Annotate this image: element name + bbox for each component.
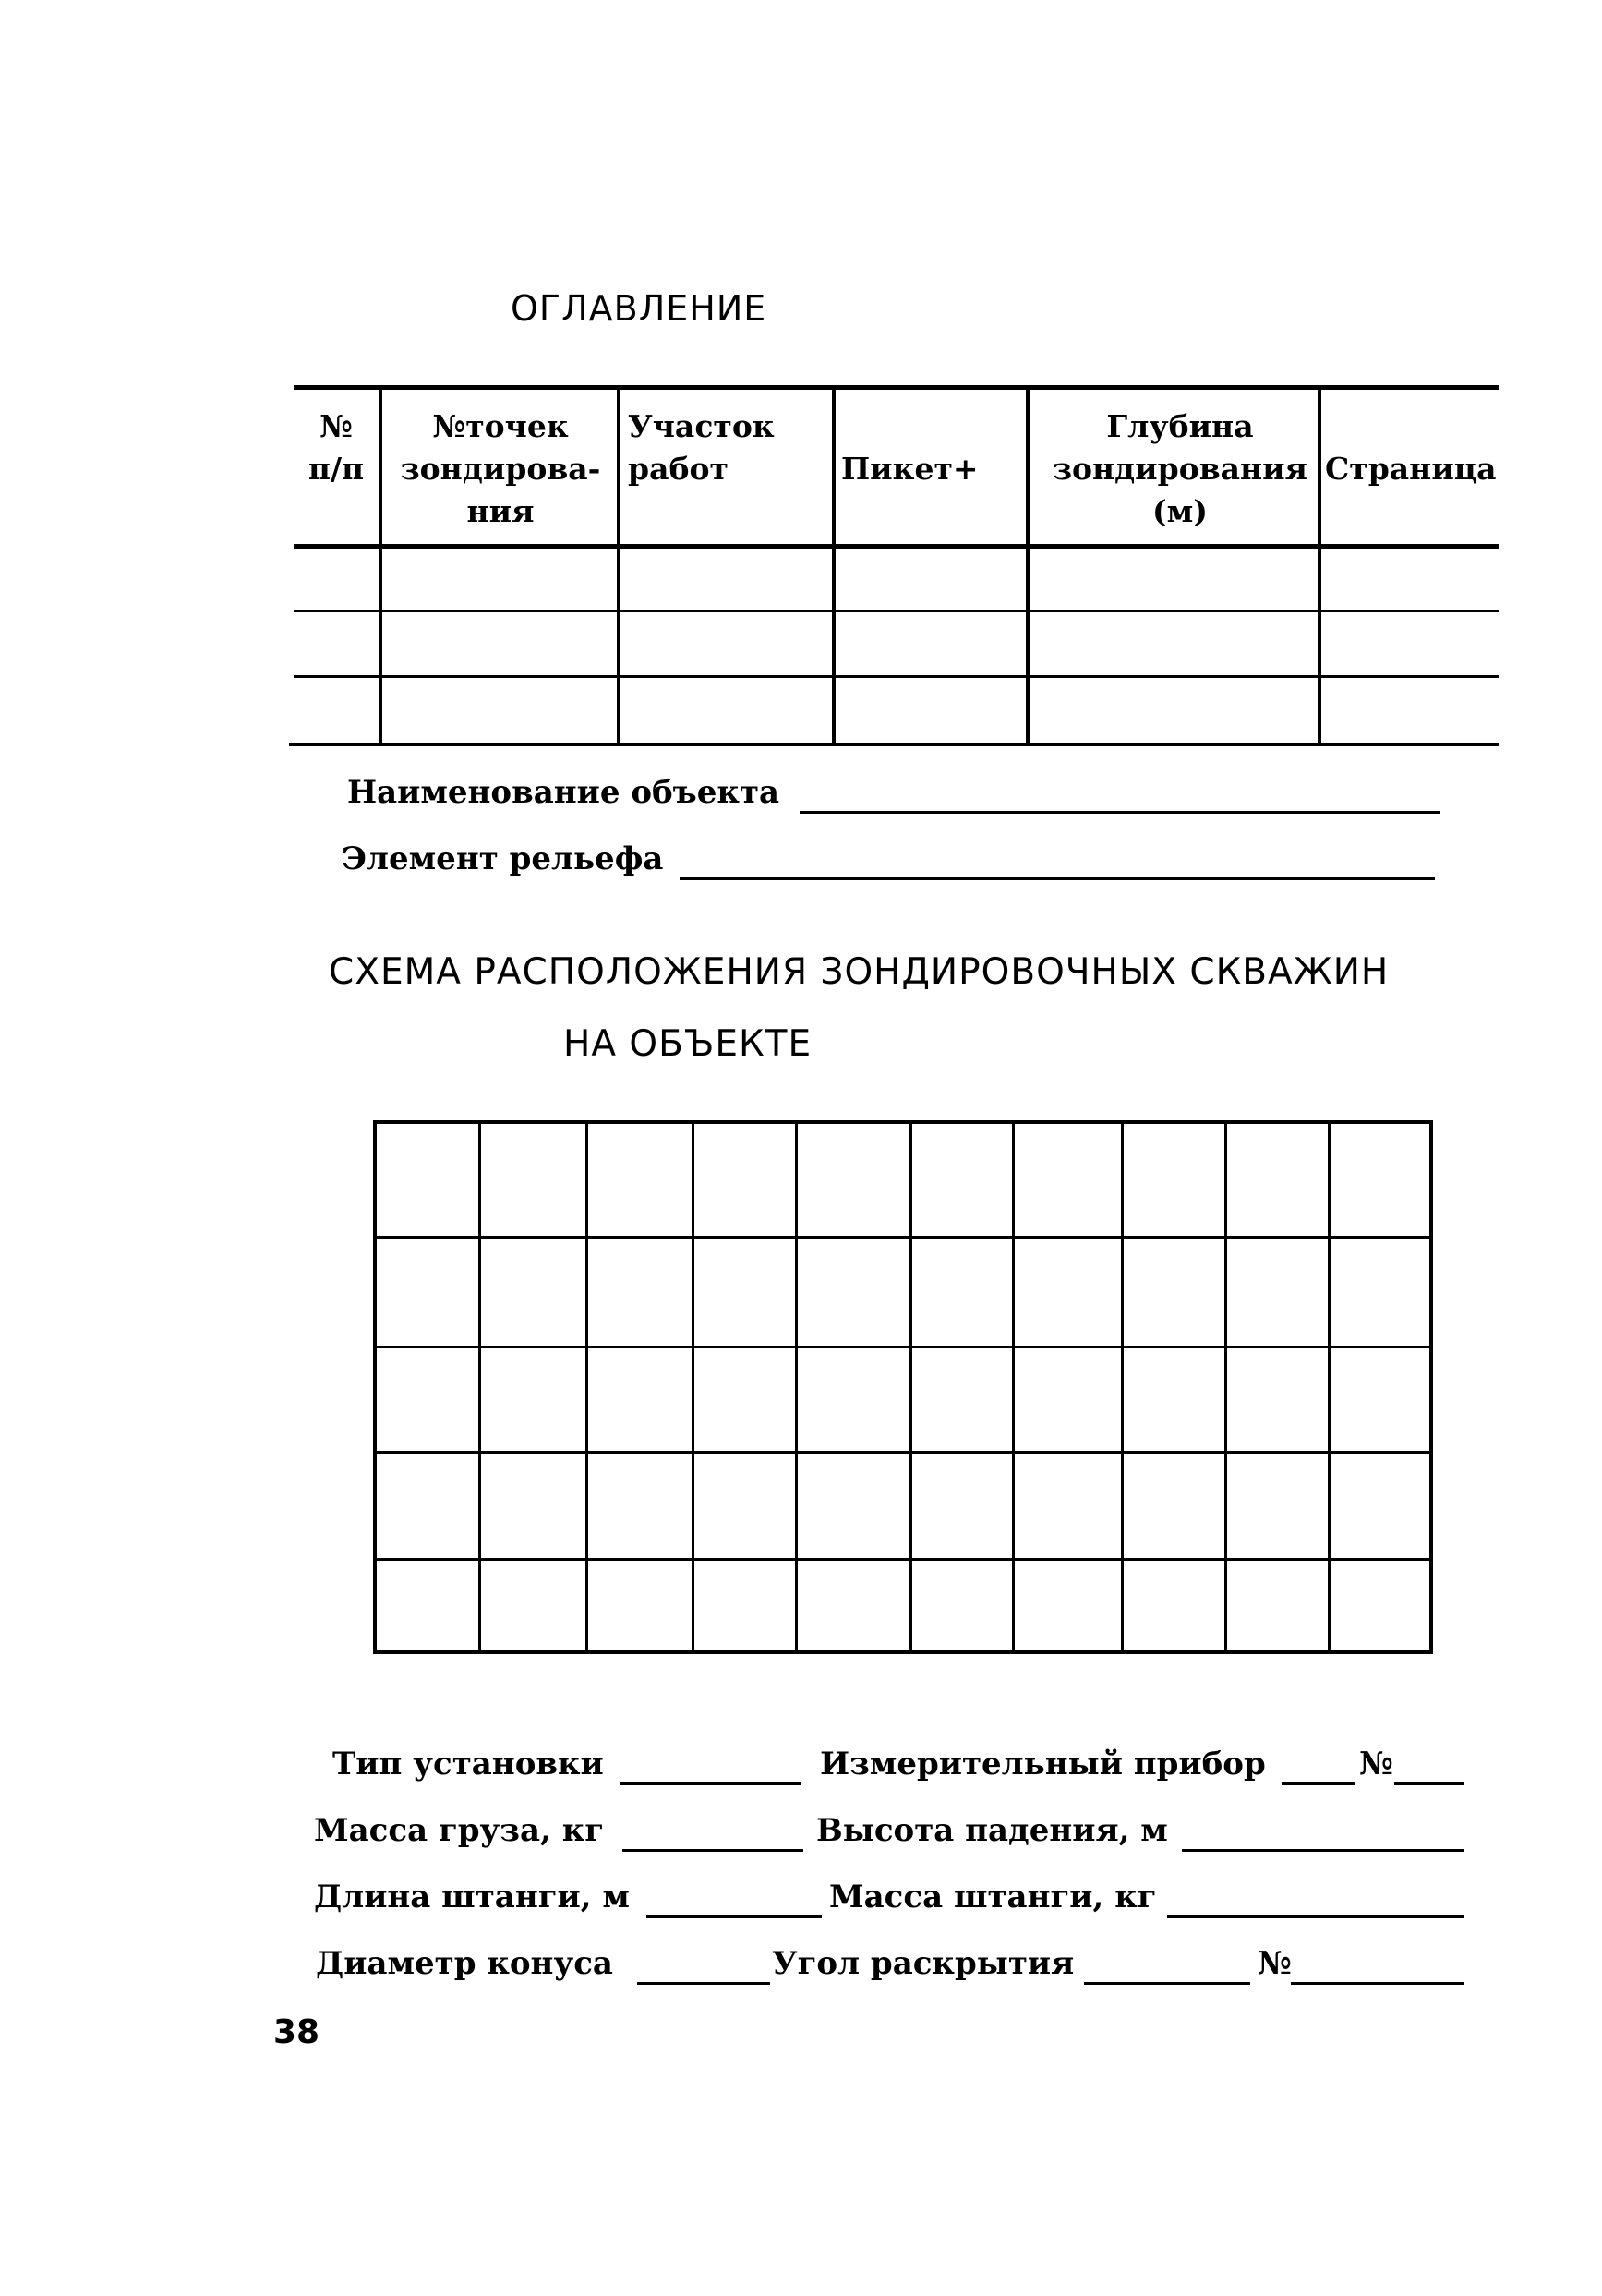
cone-number-sign: № [1258, 1945, 1292, 1982]
rod-length-field[interactable] [646, 1915, 822, 1918]
relief-field[interactable] [680, 877, 1435, 880]
cone-number-field[interactable] [1291, 1982, 1464, 1985]
instrument-number-field[interactable] [1394, 1782, 1464, 1785]
weight-mass-label: Масса груза, кг [314, 1812, 605, 1849]
instrument-field[interactable] [1282, 1782, 1355, 1785]
table-column-divider [832, 385, 836, 745]
scheme-title: СХЕМА РАСПОЛОЖЕНИЯ ЗОНДИРОВОЧНЫХ СКВАЖИН [329, 951, 1390, 993]
rod-mass-label: Масса штанги, кг [829, 1879, 1157, 1915]
rod-length-label: Длина штанги, м [314, 1879, 630, 1915]
cone-diameter-label: Диаметр конуса [316, 1945, 613, 1982]
rod-mass-field[interactable] [1167, 1915, 1464, 1918]
grid-line [909, 1124, 912, 1650]
install-type-label: Тип установки [332, 1746, 604, 1782]
table-column-divider [617, 385, 620, 745]
header-depth: Глубина зондирования (м) [1052, 408, 1308, 529]
header-num: № п/п [307, 408, 365, 487]
grid-line [692, 1124, 694, 1650]
instrument-label: Измерительный прибор [820, 1746, 1266, 1782]
grid-line [1224, 1124, 1227, 1650]
header-section: Участок работ [628, 408, 775, 487]
object-name-label: Наименование объекта [347, 774, 780, 811]
install-type-field[interactable] [620, 1782, 801, 1785]
well-layout-grid [373, 1120, 1433, 1654]
cone-diameter-field[interactable] [637, 1982, 770, 1985]
page-number: 38 [273, 2013, 320, 2051]
opening-angle-label: Угол раскрытия [772, 1945, 1075, 1982]
toc-table [294, 385, 1499, 753]
grid-line [377, 1558, 1429, 1561]
grid-line [1328, 1124, 1331, 1650]
grid-line [377, 1451, 1429, 1454]
toc-title: ОГЛАВЛЕНИЕ [511, 288, 767, 329]
grid-line [478, 1124, 481, 1650]
instrument-number-sign: № [1359, 1746, 1393, 1782]
header-picket: Пикет+ [841, 451, 979, 487]
table-column-divider [1026, 385, 1030, 745]
scheme-subtitle: НА ОБЪЕКТЕ [563, 1023, 813, 1065]
table-column-divider [379, 385, 382, 745]
header-page: Страница [1325, 451, 1497, 487]
grid-line [1121, 1124, 1124, 1650]
header-points: №точек зондирова- ния [400, 408, 601, 529]
relief-label: Элемент рельефа [342, 840, 664, 877]
opening-angle-field[interactable] [1084, 1982, 1250, 1985]
grid-line [1012, 1124, 1015, 1650]
drop-height-label: Высота падения, м [816, 1812, 1168, 1849]
grid-line [377, 1346, 1429, 1348]
grid-line [377, 1236, 1429, 1239]
drop-height-field[interactable] [1182, 1849, 1464, 1852]
weight-mass-field[interactable] [622, 1849, 803, 1852]
object-name-field[interactable] [800, 811, 1440, 814]
grid-line [795, 1124, 798, 1650]
grid-line [585, 1124, 588, 1650]
